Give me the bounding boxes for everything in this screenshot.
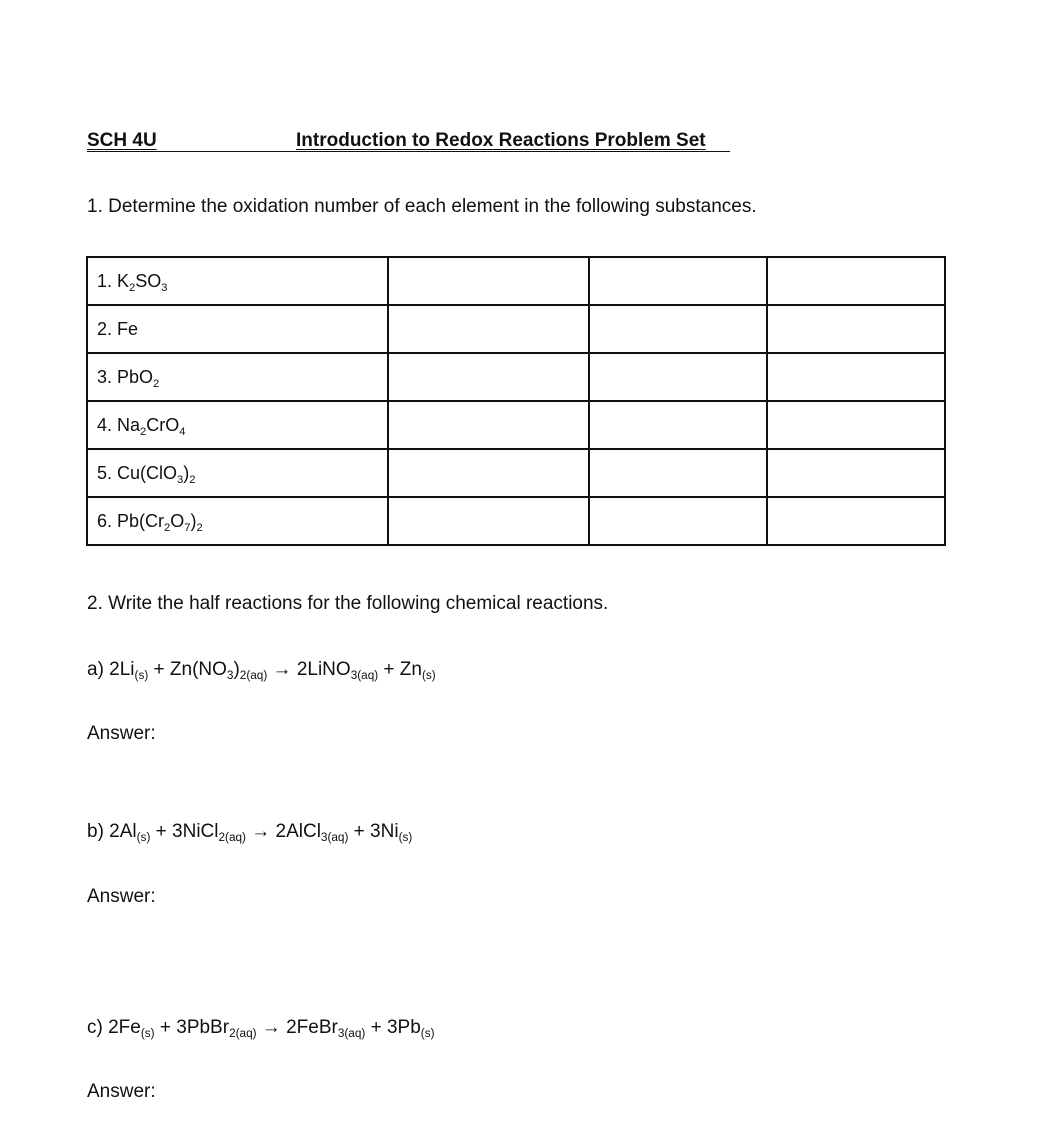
formula-text: Fe [117, 318, 139, 339]
formula-text: 2LiNO [296, 659, 351, 680]
formula-text: PbO [117, 366, 154, 387]
oxidation-table [86, 256, 946, 546]
formula-text: + 3PbBr [154, 1017, 230, 1038]
formula-subscript: 2(aq) [218, 831, 246, 845]
substance-cell [87, 305, 388, 353]
formula-subscript: 2 [196, 521, 203, 534]
formula-subscript: 4 [179, 425, 186, 438]
formula-text: Na [117, 414, 141, 435]
row-number: 1. [97, 270, 118, 291]
reaction-c [87, 1017, 435, 1039]
answer-cell[interactable] [589, 305, 767, 353]
answer-label-a: Answer: [87, 723, 156, 744]
formula-subscript: (s) [134, 669, 149, 683]
substance-cell [87, 353, 388, 401]
formula-text: c) 2Fe [87, 1017, 141, 1038]
answer-cell[interactable] [767, 401, 945, 449]
formula-subscript: 2(aq) [239, 669, 268, 683]
formula-subscript: 2 [140, 425, 147, 438]
formula-subscript: (s) [136, 831, 151, 845]
formula-text: + 3NiCl [150, 821, 219, 842]
formula-text: K [117, 270, 130, 291]
row-number: 3. [97, 366, 118, 387]
answer-cell[interactable] [767, 305, 945, 353]
table-row [87, 353, 945, 401]
formula-text: ) [190, 510, 197, 531]
answer-cell[interactable] [388, 401, 589, 449]
formula-subscript: (s) [140, 1027, 155, 1041]
table-row [87, 497, 945, 545]
formula-text: a) 2Li [87, 659, 135, 680]
formula-text: ) [233, 659, 240, 680]
formula-subscript: 7 [184, 521, 191, 534]
answer-cell[interactable] [388, 353, 589, 401]
answer-cell[interactable] [388, 497, 589, 545]
formula-subscript: 3(aq) [320, 831, 349, 845]
reaction-b [87, 821, 412, 843]
formula-subscript: 3(aq) [337, 1027, 366, 1041]
question-1-prompt: 1. Determine the oxidation number of each element in the following substances. [87, 196, 757, 217]
answer-cell[interactable] [388, 257, 589, 305]
formula-subscript: 3 [226, 669, 234, 683]
formula-text: + Zn [378, 659, 422, 680]
formula-subscript: (s) [421, 669, 436, 683]
answer-cell[interactable] [388, 305, 589, 353]
table-row [87, 257, 945, 305]
row-number: 4. [97, 414, 118, 435]
formula-subscript: 2 [189, 473, 196, 486]
table-row [87, 305, 945, 353]
formula-subscript: 2 [164, 521, 171, 534]
table-row [87, 401, 945, 449]
substance-cell [87, 401, 388, 449]
formula-text: b) 2Al [87, 821, 137, 842]
formula-subscript: (s) [398, 831, 413, 845]
formula-subscript: 2 [153, 377, 160, 390]
answer-cell[interactable] [767, 497, 945, 545]
question-2-prompt: 2. Write the half reactions for the following chemical reactions. [87, 593, 609, 614]
substance-cell [87, 449, 388, 497]
course-code: SCH 4U [87, 130, 157, 151]
answer-cell[interactable] [589, 401, 767, 449]
answer-cell[interactable] [589, 353, 767, 401]
row-number: 6. [97, 510, 118, 531]
answer-cell[interactable] [767, 257, 945, 305]
formula-text: O [170, 510, 185, 531]
formula-text: + Zn(NO [148, 659, 227, 680]
answer-label-c: Answer: [87, 1081, 156, 1102]
answer-cell[interactable] [767, 449, 945, 497]
answer-cell[interactable] [388, 449, 589, 497]
formula-subscript: 2(aq) [229, 1027, 257, 1041]
formula-text: → 2AlCl [245, 821, 321, 842]
formula-text: → 2FeBr [256, 1017, 338, 1038]
formula-subscript: 3 [161, 281, 168, 294]
formula-text: ) [183, 462, 190, 483]
answer-cell[interactable] [589, 497, 767, 545]
formula-subscript: (s) [420, 1027, 435, 1041]
substance-cell [87, 257, 388, 305]
page-title: Introduction to Redox Reactions Problem Set [296, 130, 706, 151]
formula-text: + 3Ni [348, 821, 399, 842]
answer-cell[interactable] [767, 353, 945, 401]
formula-text: + 3Pb [365, 1017, 421, 1038]
formula-subscript: 3(aq) [350, 669, 379, 683]
formula-text: → [267, 659, 297, 680]
substance-cell [87, 497, 388, 545]
answer-label-b: Answer: [87, 886, 156, 907]
formula-text: Pb(Cr [117, 510, 165, 531]
row-number: 5. [97, 462, 118, 483]
table-row [87, 449, 945, 497]
header-rule [87, 151, 730, 152]
answer-cell[interactable] [589, 449, 767, 497]
reaction-a [87, 659, 436, 681]
formula-text: SO [135, 270, 162, 291]
formula-subscript: 2 [129, 281, 136, 294]
answer-cell[interactable] [589, 257, 767, 305]
formula-subscript: 3 [177, 473, 184, 486]
formula-text: Cu(ClO [117, 462, 178, 483]
row-number: 2. [97, 318, 118, 339]
formula-text: CrO [146, 414, 180, 435]
